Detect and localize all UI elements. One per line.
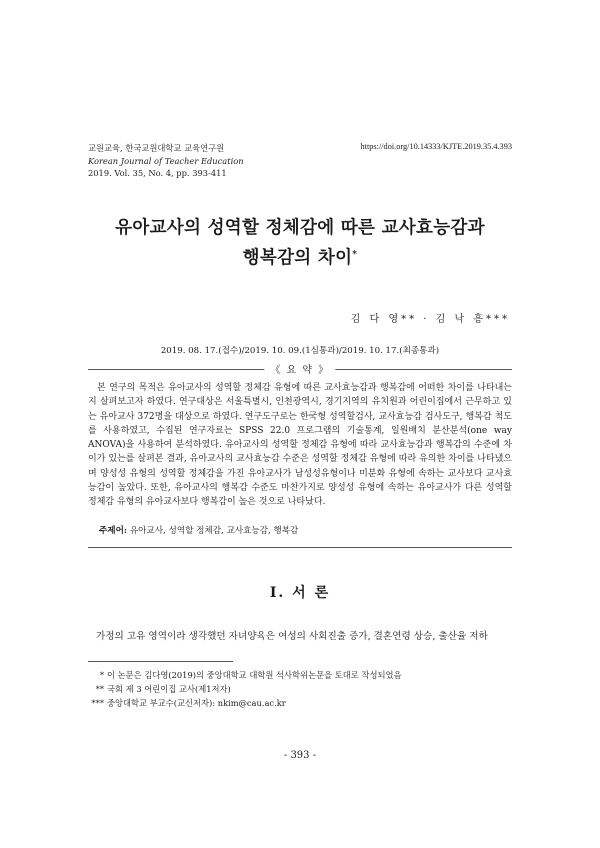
keywords-label: 주제어: (99, 526, 128, 536)
footnote-3 (88, 696, 402, 710)
keywords-list: 유아교사, 성역할 정체감, 교사효능감, 행복감 (129, 526, 299, 536)
section-heading: Ⅰ. 서 론 (269, 585, 331, 601)
abstract-bottom-rule (88, 547, 512, 548)
citation-line: 2019. Vol. 35, No. 4, pp. 393-411 (88, 168, 227, 178)
footnotes (88, 668, 402, 710)
footnote-mark: *** (91, 698, 104, 708)
page-number: - 393 - (283, 750, 317, 761)
title-line-2 (60, 243, 540, 273)
intro-paragraph: 가정의 고유 영역이라 생각했던 자녀양육은 여성의 사회진출 증가, 결혼연령 상승, 출산율 저하 (96, 631, 488, 642)
title-footnote-mark: * (352, 250, 358, 260)
title-line-2-text: 행복감의 차이 (242, 248, 353, 268)
authors: 김 다 영** · 김 낙 흥*** (350, 314, 510, 325)
footnote-2 (88, 682, 402, 696)
footnote-separator (88, 661, 233, 662)
paper-title (60, 213, 540, 273)
footnote-text: 중앙대학교 부교수(교신저자): nkim@cau.ac.kr (107, 698, 286, 708)
footnote-mark: ** (95, 684, 104, 694)
doi-link[interactable]: https://doi.org/10.14333/KJTE.2019.35.4.393 (360, 142, 512, 151)
journal-english-name: Korean Journal of Teacher Education (88, 155, 244, 166)
footnote-mark: * (99, 670, 104, 680)
keywords (99, 524, 298, 536)
abstract-text: 본 연구의 목적은 유아교사의 성역할 정체감 유형에 따른 교사효능감과 행복감에 어떠한 차이를 나타내는지 살펴보고자 하였다. 연구대상은 서울특별시, 인천광역시, 경기지역의 유치원과 어린이집에서 근무하고 있는 유아교사 372명을 대상으로 하였다. 연구도구로는 한국형 성역할검사, 교사효능감 검사도구, 행복감 척도를 사용하였고, 수집된 연구자료는 SPSS 22.0 프로그램의 기술통계, 일원배치 분산분석(one way ANOVA)을 사용하여 분석하였다. 유아교사의 성역할 정체감 유형에 따라 교사효능감과 행복감의 수준에 차이가 있는를 살펴본 결과, 유아교사의 교사효능감 수준은 성역할 정체감 유형에 따라 유의한 차이를 나타냈으며 양성성 유형의 성역할 정체감을 가진 유아교사가 남성성유형이나 미분화 유형에 속하는 교사보다 교사효능감이 높았다. 또한, 유아교사의 행복감 수준도 마찬가지로 양성성 유형에 속하는 유아교사가 다른 성역할 정체감 유형의 유아교사보다 행복감이 높은 것으로 나타났다. (88, 383, 512, 508)
title-line-1: 유아교사의 성역할 정체감에 따른 교사효능감과 (115, 218, 485, 238)
journal-header (88, 142, 244, 180)
abstract-header (88, 362, 512, 376)
abstract-heading: 《 요 약 》 (264, 361, 335, 376)
publisher-line: 교원교육, 한국교원대학교 교육연구원 (88, 143, 225, 153)
footnote-text: 국회 제 3 어린이집 교사(제1저자) (107, 684, 231, 694)
footnote-text: 이 논문은 김다영(2019)의 중앙대학교 대학원 석사학위논문을 토대로 작성되었음 (107, 670, 402, 680)
footnote-1 (88, 668, 402, 682)
review-dates: 2019. 08. 17.(접수)/2019. 10. 09.(1심통과)/2019. 10. 17.(최종통과) (160, 346, 440, 356)
